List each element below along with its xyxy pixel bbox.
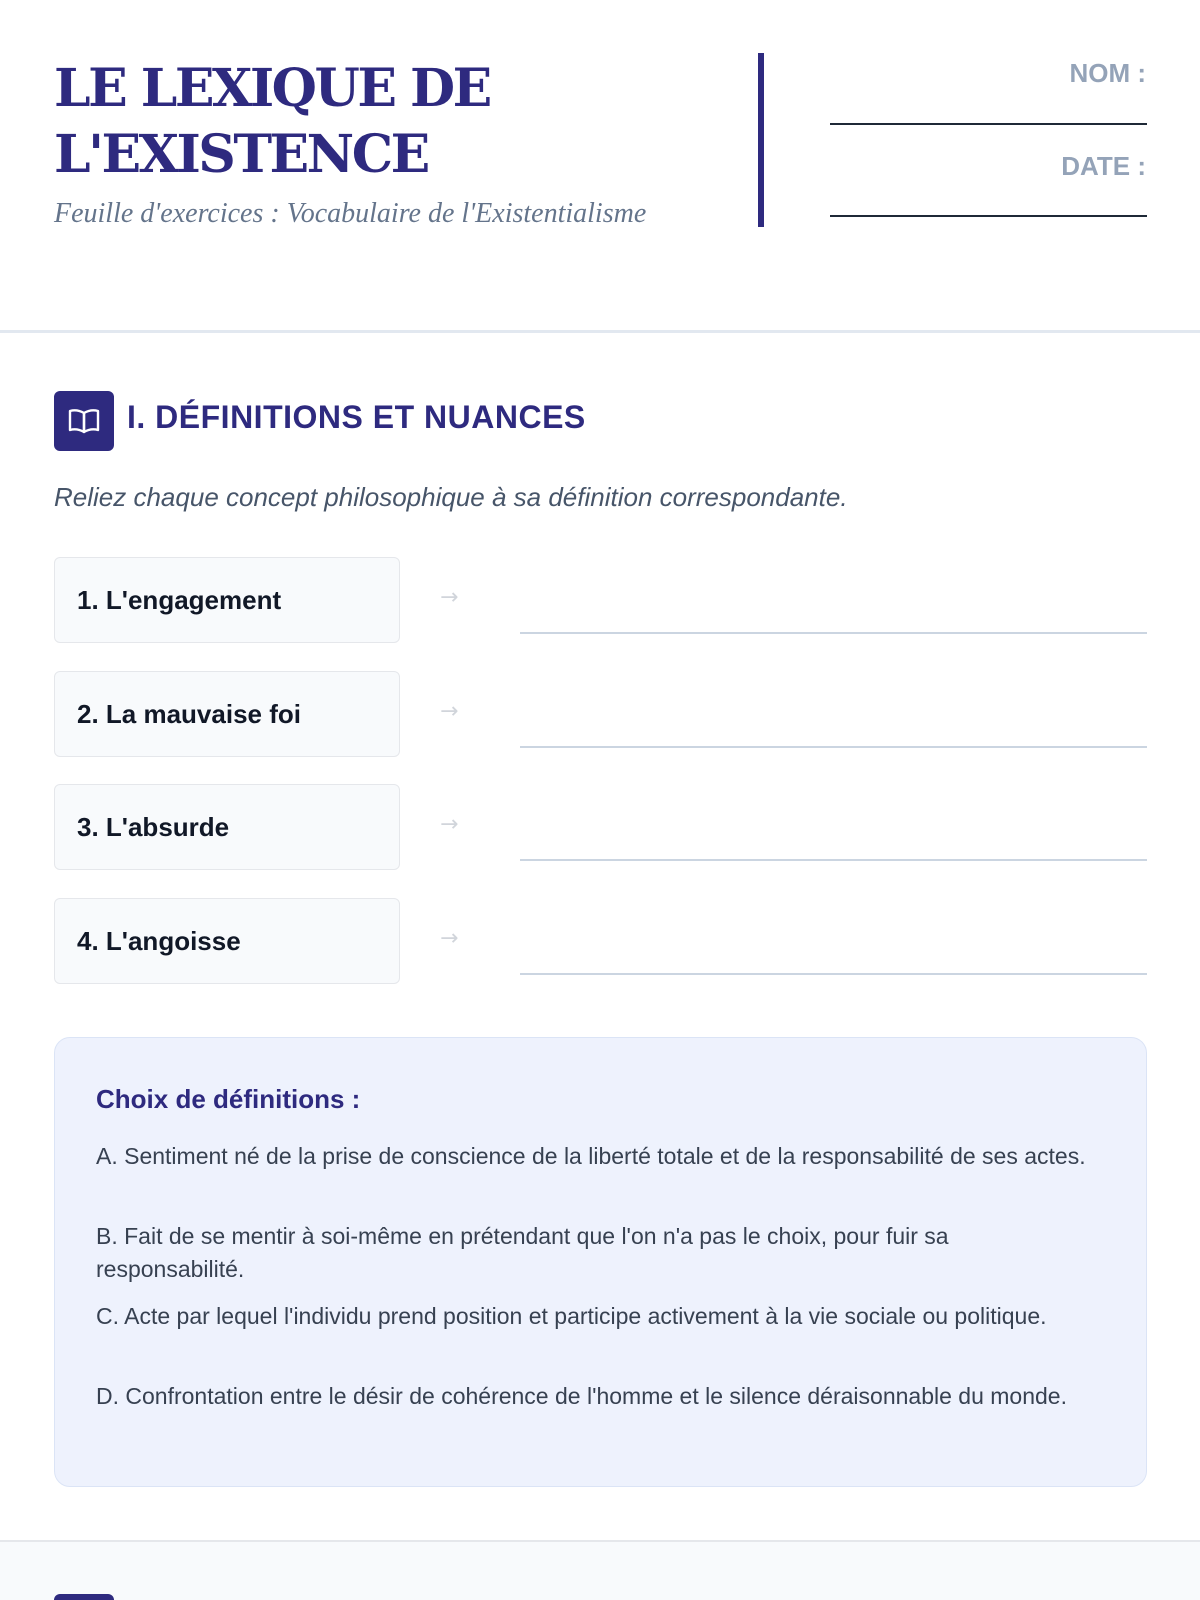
answer-field[interactable] <box>520 859 1147 861</box>
term-row <box>54 898 1147 984</box>
date-field[interactable] <box>830 215 1147 217</box>
term-row <box>54 557 1147 643</box>
worksheet-header <box>0 0 1200 333</box>
answer-field[interactable] <box>520 973 1147 975</box>
arrow-right-icon: → <box>440 812 459 837</box>
arrow-right-icon: → <box>440 699 459 724</box>
definition-item: C. Acte par lequel l'individu prend position et participe activement à la vie sociale ou politique. <box>96 1303 1047 1329</box>
page-title <box>54 56 694 188</box>
arrow-right-icon: → <box>440 585 459 610</box>
answer-field[interactable] <box>520 632 1147 634</box>
name-label: NOM : <box>1069 58 1146 88</box>
term-label: 2. La mauvaise foi <box>54 671 400 757</box>
term-row <box>54 784 1147 870</box>
term-label: 1. L'engagement <box>54 557 400 643</box>
arrow-right-icon: → <box>440 926 459 951</box>
definitions-title: Choix de définitions : <box>96 1084 361 1114</box>
date-label: DATE : <box>1061 151 1146 181</box>
definition-item: B. Fait de se mentir à soi-même en prétendant que l'on n'a pas le choix, pour fuir sa responsabilité. <box>96 1223 949 1282</box>
term-label: 4. L'angoisse <box>54 898 400 984</box>
definitions-box <box>54 1037 1147 1487</box>
book-icon <box>54 391 114 451</box>
next-section-icon <box>54 1594 114 1600</box>
definition-item: A. Sentiment né de la prise de conscience de la liberté totale et de la responsabilité de ses actes. <box>96 1143 1086 1169</box>
page-subtitle: Feuille d'exercices : Vocabulaire de l'Existentialisme <box>54 198 647 229</box>
term-row <box>54 671 1147 757</box>
definition-item: D. Confrontation entre le désir de cohérence de l'homme et le silence déraisonnable du monde. <box>96 1383 1067 1409</box>
name-field[interactable] <box>830 123 1147 125</box>
section-instruction: Reliez chaque concept philosophique à sa définition correspondante. <box>54 482 848 512</box>
term-label: 3. L'absurde <box>54 784 400 870</box>
answer-field[interactable] <box>520 746 1147 748</box>
next-section-band <box>0 1540 1200 1600</box>
header-divider <box>758 53 764 227</box>
title-line-1: LE LEXIQUE DE <box>54 58 490 119</box>
section-title: I. DÉFINITIONS ET NUANCES <box>127 399 586 435</box>
title-line-2: L'EXISTENCE <box>54 124 428 185</box>
